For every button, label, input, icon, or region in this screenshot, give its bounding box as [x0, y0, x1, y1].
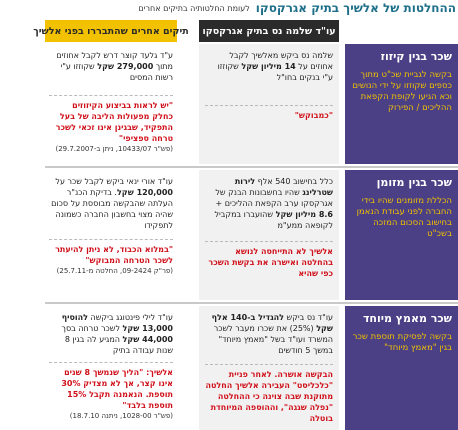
ruling-quote: הבקשה אושרה. לאחר פניית "כלכליסט" העבירה אלשיך החלטה מתוקנת שבה צוינה כי ההחלטה "נפלה שגגה", וההוספה המיוחדת בוטלה — [205, 370, 333, 423]
cell-text: שקוזזו ע"י בנקים בחו"ל — [217, 62, 333, 82]
cell-text: שלמה נס ביקש מאלשיך לקבל אחוזים על — [229, 51, 333, 71]
cell-text: שהיו בחשבונות הבנק של אגרקסקו ערב הקפאת ההליכים + — [215, 188, 333, 208]
cell-text: שהועברו במקביל לקופאה ממע"מ — [214, 210, 333, 230]
row-label-special-effort — [345, 306, 458, 430]
ruling-quote: "במלוא הכבוד, לא ניתן להיעתר לשכר הטרחה המבוקש" — [55, 245, 173, 265]
cell-others-special-effort — [45, 306, 177, 430]
ruling-quote: אלשיך: "הליך שנמשך 8 שנים אינו קצר, אך לא מצדיק 30% תוספת. הנאמנה תקבל 15% תוספת בלבד" — [61, 368, 173, 410]
divider — [205, 364, 333, 365]
ruling-quote: "כמבוקש" — [294, 111, 333, 120]
cell-amount: להגדיל ב-140 אלף שקל — [211, 313, 333, 333]
cell-amount: 14 מיליון שקל — [241, 62, 296, 71]
cell-amount: לירות שטרלינג — [234, 177, 333, 197]
case-source: (פש"ר 10433/07, ניתן ב-29.7.2007) — [55, 145, 173, 153]
cell-text: עו"ד נס ביקש — [283, 313, 333, 322]
cell-amount: 8.6 מיליון שקל — [275, 210, 333, 219]
cell-text: עו"ד לילי פינטוגג ביקשה — [87, 313, 173, 322]
cell-others-offset — [45, 44, 177, 164]
case-source: (פר"ק 09-2424, החלטה מ-25.7.11) — [56, 267, 173, 275]
cell-agrexco-special-effort — [199, 306, 339, 430]
cell-amount: 44,000 שקל — [122, 335, 173, 344]
row-label-offset — [345, 44, 458, 164]
row-description: בקשה לפסיקת תוספת שכר בגין "מאמץ מיוחד" — [352, 332, 452, 353]
cell-amount: 120,000 שקל — [116, 188, 173, 197]
cell-text: שקוזזו ע"י רשות המסים — [60, 62, 173, 82]
cell-others-cash — [45, 170, 177, 300]
row-description: הכללת מזומנים שהיו בידי החברה לפני עבודת הנאמן בחישוב הסכום המזכה בשכ"ט — [356, 196, 452, 239]
ruling-quote: אלשיך לא התייחסה לנושא בהחלטה ואישרה את בקשת השכר כפי שהיא — [208, 247, 333, 278]
cell-text: . בדיקת הכנ"ר העלתה שהבקשה מבוססת על סכום שהיה מצוי בחשבון החברה כשמונה לתפקידו — [51, 188, 173, 230]
cell-amount: 279,000 שקל — [97, 62, 154, 71]
cell-text: (25%) את שכרו מעבר לשכר המשרד ועו"ד בשל "מאמץ מיוחד" במשך 5 חודשים — [213, 324, 333, 355]
case-source: (פש"ר 1028-00, ניתנה 18.7.10) — [69, 412, 173, 420]
cell-text: כלל בחישוב 540 אלף — [255, 177, 333, 186]
page-subtitle: לעומת החלטותיה בתיקים אחרים — [138, 3, 250, 13]
divider — [205, 241, 333, 242]
ruling-quote: "יש לראות בביצוע הקיזוזים כחלק מפעולות הליבה של בעל התפקיד, שבגינן אינו זכאי לשכר טרחה ספציפי" — [55, 101, 173, 143]
row-title: שכר בגין קיזוז — [380, 50, 452, 63]
row-separator — [45, 166, 458, 168]
cell-amount: להוסיף 13,000 שקל — [61, 313, 173, 333]
row-title: שכר בגין מזומן — [376, 176, 452, 189]
divider — [49, 362, 173, 363]
row-description: בקשה לגביית שכ"ט מתוך כספים שקוזזו על ידי הנושים וכא הגיעו לקופת הקפאת ההליכים / הפירוק — [352, 70, 452, 113]
row-separator — [45, 302, 458, 304]
row-title: שכר מאמץ מיוחד — [362, 312, 452, 325]
column-header-other-cases: תיקים אחרים שהתבררו בפני אלשיך — [45, 20, 177, 42]
page-title: ההחלטות של אלשיך בתיק אגרקסקו — [255, 1, 456, 15]
cell-text: לשכר טרחה בסך — [61, 324, 123, 333]
row-label-cash — [345, 170, 458, 300]
title-bar — [0, 0, 458, 16]
divider — [49, 239, 173, 240]
cell-text: ע"ד גלעד קוצר דרש לקבל אחוזים מתוך — [56, 51, 173, 71]
cell-text: עו"ד אורי ינאי ביקש לקבל שכר על — [55, 177, 173, 186]
column-header-agrexco: עו"ד שלמה נס בתיק אגרקסקו — [199, 20, 339, 42]
divider — [49, 95, 173, 96]
cell-text: המגיע לה בגין 8 שנות עבודה בתיק — [64, 335, 173, 355]
cell-agrexco-cash — [199, 170, 339, 300]
cell-agrexco-offset — [199, 44, 339, 164]
divider — [205, 105, 333, 106]
